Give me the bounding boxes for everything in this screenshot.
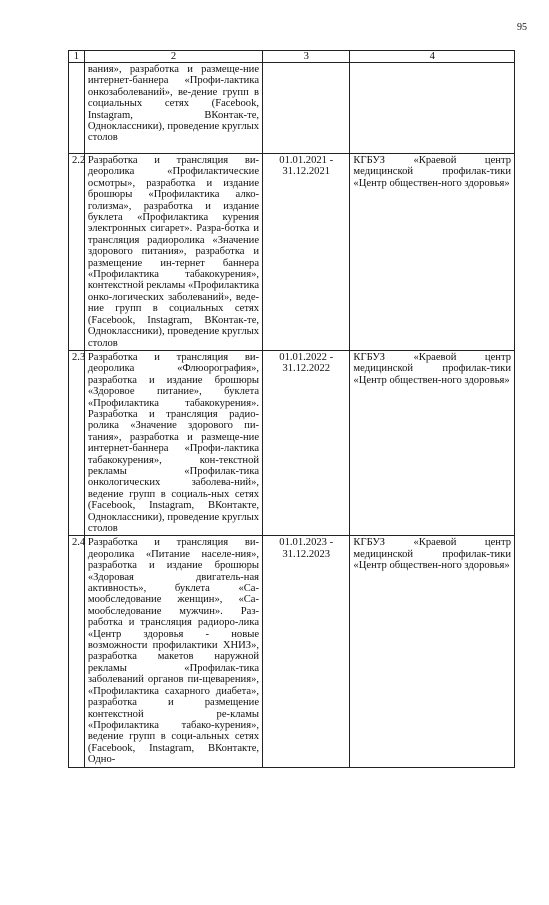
row-number: 2.2	[69, 154, 85, 351]
table-row	[69, 350, 515, 536]
header-col-1: 1	[69, 51, 85, 63]
row-period	[263, 63, 350, 154]
row-description: Разработка и трансляция ви-деоролика «Флюорография», разработка и издание брошюры «Здоровое питание», буклета «Профилактика табакокурения». Разработка и трансляция радио-ролика «Значение здорового пи-тания», разработка и размеще-ние интернет-баннера «Профи-лактика табакокурения», кон-текстной рекламы «Профилак-тика онкологических заболева-ний», ведение групп в социаль-ных сетях (Facebook, Instagram, ВКонтакте, Одноклассники), проведение круглых столов	[84, 350, 262, 536]
row-description: Разработка и трансляция ви-деоролика «Профилактические осмотры», разработка и издание брошюры «Профилактика алко-голизма», разработка и издание буклета «Профилактика курения электронных сигарет». Разра-ботка и трансляция радиоролика «Значение здорового питания», разработка и размещение ин-тернет баннера «Профилактика табакокурения», контекстной рекламы «Профилактика онко-логических заболеваний», веде-ние групп в социальных сетях (Facebook, Instagram, ВКонтак-те, Одноклассники), проведение круглых столов	[84, 154, 262, 351]
row-organization: КГБУЗ «Краевой центр медицинской профилак-тики «Центр обществен-ного здоровья»	[350, 536, 515, 767]
row-description: вания», разработка и размеще-ние интернет-баннера «Профи-лактика онкозаболеваний», ве-дение групп в социальных сетях (Facebook, Instagram, ВКонтак-те, Одноклассники), проведение круглых столов	[84, 63, 262, 154]
header-col-4: 4	[350, 51, 515, 63]
row-number	[69, 63, 85, 154]
header-col-2: 2	[84, 51, 262, 63]
table-row	[69, 154, 515, 351]
header-row	[69, 51, 515, 63]
row-period: 01.01.2023 - 31.12.2023	[263, 536, 350, 767]
row-number: 2.3	[69, 350, 85, 536]
row-organization: КГБУЗ «Краевой центр медицинской профилак-тики «Центр обществен-ного здоровья»	[350, 350, 515, 536]
row-number: 2.4	[69, 536, 85, 767]
page-number: 95	[517, 22, 527, 33]
row-period: 01.01.2022 - 31.12.2022	[263, 350, 350, 536]
table-row	[69, 63, 515, 154]
header-col-3: 3	[263, 51, 350, 63]
row-description: Разработка и трансляция ви-деоролика «Питание населе-ния», разработка и издание брошюры «Здоровая двигатель-ная активность», буклета «Са-мообследование женщин», «Са-мообследование мужчин». Раз-работка и трансляция радиоро-лика «Центр здоровья - новые возможности профилактики ХНИЗ», разработка макетов наружной рекламы «Профилак-тика заболеваний органов пи-щеварения», «Профилактика сахарного диабета», разработка и размещение контекстной ре-кламы «Профилактика табако-курения», ведение групп в соци-альных сетях (Facebook, Instagram, ВКонтакте, Одно-	[84, 536, 262, 767]
program-table	[68, 50, 515, 768]
row-organization	[350, 63, 515, 154]
row-organization: КГБУЗ «Краевой центр медицинской профилак-тики «Центр обществен-ного здоровья»	[350, 154, 515, 351]
table-row	[69, 536, 515, 767]
row-period: 01.01.2021 - 31.12.2021	[263, 154, 350, 351]
